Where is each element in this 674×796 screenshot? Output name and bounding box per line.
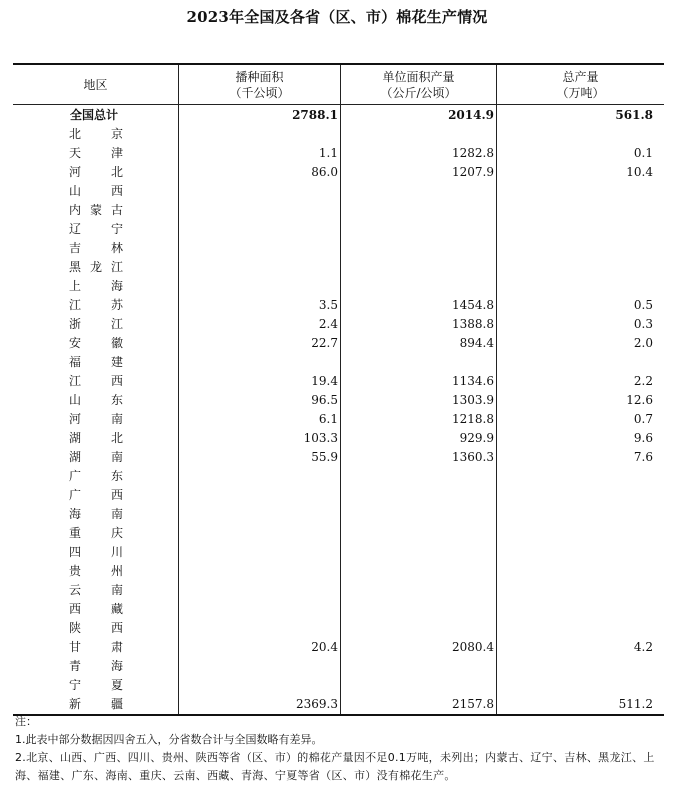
region-name	[69, 372, 123, 391]
header-area	[179, 69, 340, 101]
output-cell: 0.5	[633, 298, 653, 312]
table-row	[13, 505, 664, 524]
sown-area-cell: 22.7	[311, 336, 338, 350]
table-row	[13, 410, 664, 429]
region-name	[69, 638, 123, 657]
region-label: 新 疆	[69, 697, 123, 711]
table-row	[13, 258, 664, 277]
page-title: 2023年全国及各省（区、市）棉花生产情况	[186, 8, 488, 26]
yield-cell: 929.9	[459, 431, 494, 445]
note-1: 1.此表中部分数据因四舍五入，分省数合计与全国数略有差异。	[15, 733, 323, 746]
table-row-total	[13, 106, 664, 125]
region-name	[69, 505, 123, 524]
header-yield	[341, 69, 496, 101]
sown-area-cell: 2788.1	[292, 108, 338, 122]
region-name	[69, 334, 123, 353]
sown-area-cell: 1.1	[318, 146, 338, 160]
yield-cell: 1134.6	[452, 374, 494, 388]
table-row	[13, 372, 664, 391]
region-label: 河 南	[69, 412, 123, 426]
yield-cell: 1360.3	[452, 450, 494, 464]
region-name	[69, 448, 123, 467]
table-row	[13, 562, 664, 581]
yield-cell: 1207.9	[452, 165, 494, 179]
table-row	[13, 239, 664, 258]
table-row	[13, 125, 664, 144]
region-label: 江 苏	[69, 298, 123, 312]
sown-area-cell: 55.9	[311, 450, 338, 464]
table-row	[13, 524, 664, 543]
output-cell: 12.6	[626, 393, 653, 407]
header-output-unit: （万吨）	[556, 86, 605, 100]
table-row	[13, 448, 664, 467]
table-row	[13, 600, 664, 619]
sown-area-cell: 96.5	[311, 393, 338, 407]
note-2: 2.北京、山西、广西、四川、贵州、陕西等省（区、市）的棉花产量因不足0.1万吨，未列出；内蒙古、辽宁、吉林、黑龙江、上海、福建、广东、海南、重庆、云南、西藏、青海、宁夏等省（区、市）没有棉花生产。	[15, 751, 655, 782]
cotton-production-table	[13, 63, 664, 716]
header-region-label: 地区	[83, 78, 108, 92]
region-label: 宁 夏	[69, 678, 123, 692]
region-label: 甘 肃	[69, 640, 123, 654]
region-label: 江 西	[69, 374, 123, 388]
region-name	[69, 524, 123, 543]
header-yield-label: 单位面积产量	[382, 70, 455, 84]
table-row	[13, 182, 664, 201]
output-cell: 2.2	[633, 374, 653, 388]
region-label: 山 西	[69, 184, 123, 198]
output-cell: 0.3	[633, 317, 653, 331]
region-label: 陕 西	[69, 621, 123, 635]
table-row	[13, 391, 664, 410]
header-area-unit: （千公顷）	[229, 86, 290, 100]
region-label: 四 川	[69, 545, 123, 559]
region-name	[69, 277, 123, 296]
table-row	[13, 220, 664, 239]
region-label: 上 海	[69, 279, 123, 293]
table-row	[13, 619, 664, 638]
header-divider	[13, 104, 664, 105]
region-name	[69, 467, 123, 486]
sown-area-cell: 2.4	[318, 317, 338, 331]
region-name	[69, 391, 123, 410]
yield-cell: 2014.9	[448, 108, 494, 122]
table-row	[13, 676, 664, 695]
region-name	[69, 695, 123, 714]
region-label: 广 西	[69, 488, 123, 502]
sown-area-cell: 20.4	[311, 640, 338, 654]
table-row	[13, 581, 664, 600]
yield-cell: 894.4	[459, 336, 494, 350]
region-name	[70, 106, 124, 125]
output-cell: 10.4	[626, 165, 653, 179]
sown-area-cell: 2369.3	[296, 697, 338, 711]
table-body	[13, 106, 664, 714]
region-name	[69, 201, 123, 220]
table-row	[13, 296, 664, 315]
output-cell: 7.6	[633, 450, 653, 464]
region-name	[69, 239, 123, 258]
region-name	[69, 163, 123, 182]
table-row	[13, 638, 664, 657]
notes-label: 注：	[15, 715, 37, 728]
region-label: 西 藏	[69, 602, 123, 616]
region-name	[69, 676, 123, 695]
region-label: 重 庆	[69, 526, 123, 540]
region-name	[69, 410, 123, 429]
table-row	[13, 657, 664, 676]
header-area-label: 播种面积	[235, 70, 284, 84]
region-label: 天 津	[69, 146, 123, 160]
region-name	[69, 486, 123, 505]
output-cell: 2.0	[633, 336, 653, 350]
region-label: 福 建	[69, 355, 123, 369]
table-row	[13, 163, 664, 182]
region-name	[69, 581, 123, 600]
region-label: 贵 州	[69, 564, 123, 578]
region-name	[69, 258, 123, 277]
region-label: 云 南	[69, 583, 123, 597]
region-label: 黑 龙 江	[69, 260, 123, 274]
region-label: 湖 北	[69, 431, 123, 445]
region-label: 北 京	[69, 127, 123, 141]
table-row	[13, 315, 664, 334]
region-label: 辽 宁	[69, 222, 123, 236]
yield-cell: 1388.8	[452, 317, 494, 331]
table-row	[13, 467, 664, 486]
region-name	[69, 125, 123, 144]
table-row	[13, 334, 664, 353]
sown-area-cell: 3.5	[318, 298, 338, 312]
yield-cell: 1303.9	[452, 393, 494, 407]
output-cell: 9.6	[633, 431, 653, 445]
region-name	[69, 144, 123, 163]
table-row	[13, 429, 664, 448]
sown-area-cell: 103.3	[303, 431, 338, 445]
region-label: 青 海	[69, 659, 123, 673]
table-row	[13, 695, 664, 714]
region-name	[69, 296, 123, 315]
region-name	[69, 182, 123, 201]
region-label: 河 北	[69, 165, 123, 179]
region-label: 安 徽	[69, 336, 123, 350]
region-name	[69, 619, 123, 638]
region-name	[69, 657, 123, 676]
region-name	[69, 543, 123, 562]
output-cell: 511.2	[618, 697, 653, 711]
header-region	[13, 69, 178, 101]
output-cell: 0.7	[633, 412, 653, 426]
header-output	[497, 69, 664, 101]
region-label: 吉 林	[69, 241, 123, 255]
output-cell: 4.2	[633, 640, 653, 654]
sown-area-cell: 6.1	[318, 412, 338, 426]
yield-cell: 1218.8	[452, 412, 494, 426]
output-cell: 0.1	[633, 146, 653, 160]
region-label: 海 南	[69, 507, 123, 521]
yield-cell: 2080.4	[452, 640, 494, 654]
table-row	[13, 144, 664, 163]
region-name	[69, 353, 123, 372]
region-label: 湖 南	[69, 450, 123, 464]
table-row	[13, 277, 664, 296]
yield-cell: 2157.8	[452, 697, 494, 711]
yield-cell: 1282.8	[452, 146, 494, 160]
table-row	[13, 543, 664, 562]
region-name	[69, 220, 123, 239]
region-name	[69, 315, 123, 334]
region-label: 全国总计	[70, 108, 119, 122]
output-cell: 561.8	[615, 108, 653, 122]
region-label: 内 蒙 古	[69, 203, 123, 217]
sown-area-cell: 86.0	[311, 165, 338, 179]
region-name	[69, 429, 123, 448]
header-output-label: 总产量	[562, 70, 599, 84]
yield-cell: 1454.8	[452, 298, 494, 312]
notes	[15, 713, 665, 785]
table-row	[13, 201, 664, 220]
header-yield-unit: （公斤/公顷）	[380, 86, 457, 100]
table-row	[13, 486, 664, 505]
region-label: 山 东	[69, 393, 123, 407]
sown-area-cell: 19.4	[311, 374, 338, 388]
region-label: 广 东	[69, 469, 123, 483]
table-row	[13, 353, 664, 372]
region-label: 浙 江	[69, 317, 123, 331]
region-name	[69, 562, 123, 581]
region-name	[69, 600, 123, 619]
